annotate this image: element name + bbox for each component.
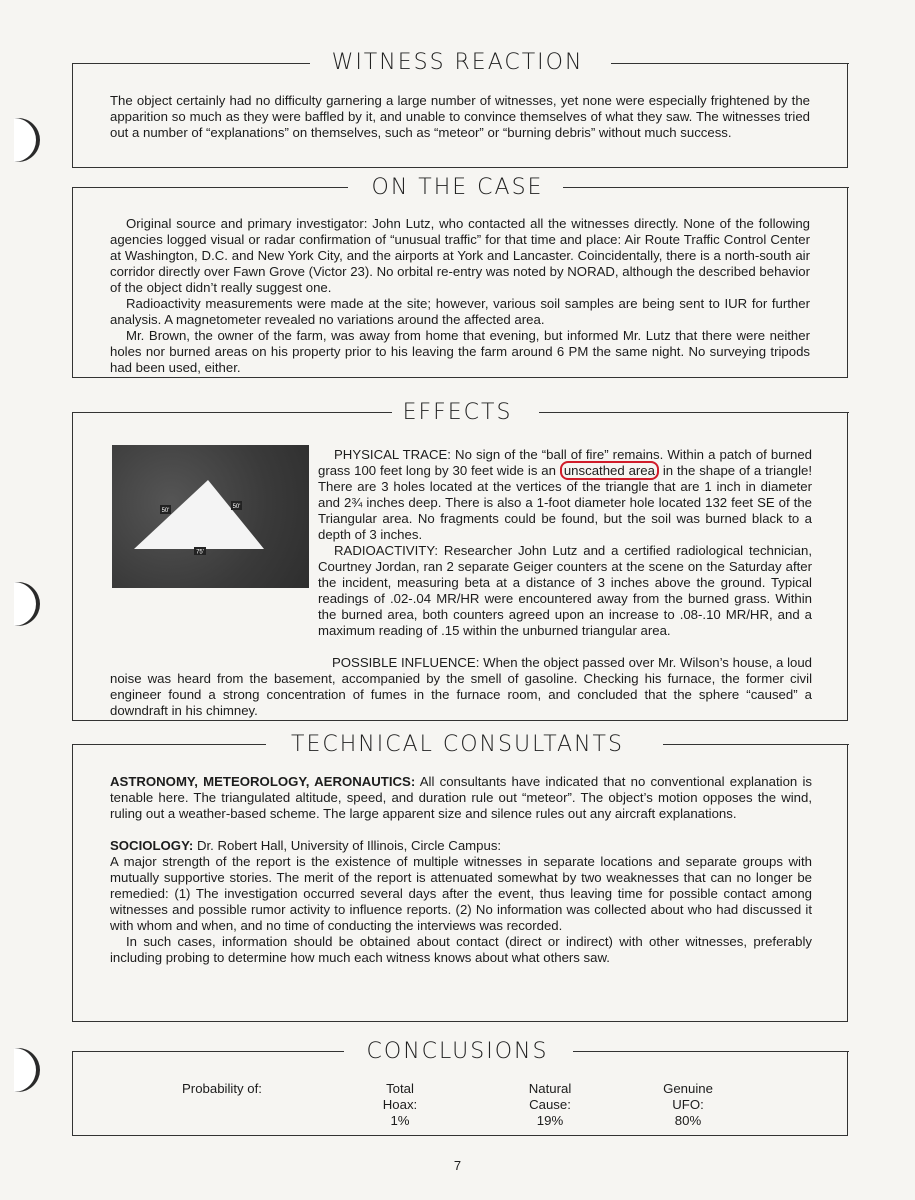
technical-consultants-text bbox=[110, 774, 812, 966]
radioactivity-text: RADIOACTIVITY: Researcher John Lutz and a certified radiological technician, Courtney Jordan, ran 2 separate Geiger counters at the scene on the Saturday after the incident, measuring beta at a distance of 3 inches above the ground. Typical readings of .02-.04 MR/HR were encountered away from the burned grass. Within the burned area, both counters agreed upon an increase to .08-.10 MR/HR, and a maximum reading of .15 within the unburned triangular area. bbox=[318, 543, 812, 638]
svg-text:50': 50' bbox=[161, 508, 170, 514]
probability-label: Probability of: bbox=[182, 1081, 262, 1096]
triangle-label-base bbox=[194, 547, 206, 556]
physical-trace-before: PHYSICAL TRACE: No sign of the “ball of fire” remains. Within a patch of burned grass 100 feet long by 30 feet wide is an bbox=[318, 447, 812, 478]
technical-consultants-heading: TECHNICAL CONSULTANTS bbox=[0, 732, 915, 758]
unscathed-triangle bbox=[134, 480, 264, 549]
witness-reaction-text: The object certainly had no difficulty garnering a large number of witnesses, yet none were especially frightened by the apparition so much as they were baffled by it, and unable to convince themselves of what they saw. The witnesses tried out a number of “explanations” on themselves, such as “meteor” or “burning debris” without much success. bbox=[110, 93, 810, 140]
sociology-paragraph-2: In such cases, information should be obtained about contact (direct or indirect) with other witnesses, preferably including probing to determine how much each witness knows about what others saw. bbox=[110, 934, 812, 965]
genuine-ufo-probability: Genuine UFO: 80% bbox=[663, 1081, 713, 1128]
sociology-intro: Dr. Robert Hall, University of Illinois, Circle Campus: bbox=[193, 838, 502, 853]
physical-trace-highlight: unscathed area bbox=[560, 461, 659, 480]
binder-hole-top bbox=[14, 118, 40, 162]
physical-trace-text bbox=[318, 447, 812, 639]
effects-heading: EFFECTS bbox=[0, 400, 915, 426]
conclusions-heading: CONCLUSIONS bbox=[0, 1039, 915, 1065]
on-the-case-text: Original source and primary investigator: John Lutz, who contacted all the witnesses directly. None of the following agencies logged visual or radar confirmation of “unusual traffic” for that time and place: Air Route Traffic Control Center at Washington, D.C. and New York City, and the airports at York and Lancaster. Coincidentally, there is a north-south air corridor directly over Fawn Grove (Victor 23). No orbital re-entry was noted by NORAD, although the described behavior of the object didn’t really suggest one. Radioactivity measurements were made at the site; however, various soil samples are being sent to IUR for further analysis. A magnetometer revealed no variations around the affected area. Mr. Brown, the owner of the farm, was away from home that evening, but informed Mr. Lutz that there were neither holes nor burned areas on his property prior to his leaving the farm around 6 PM the same night. No surveying tripods had been used, either. bbox=[110, 216, 810, 375]
on-the-case-heading: ON THE CASE bbox=[0, 175, 915, 201]
svg-text:50': 50' bbox=[232, 504, 241, 510]
hoax-probability: Total Hoax: 1% bbox=[382, 1081, 418, 1128]
possible-influence-text: POSSIBLE INFLUENCE: When the object passed over Mr. Wilson’s house, a loud noise was heard from the basement, accompanied by the smell of gasoline. Checking his furnace, the former civil engineer found a strong concentration of fumes in the furnace room, and concluded that the sphere “caused” a downdraft in his chimney. bbox=[110, 655, 812, 718]
triangle-diagram bbox=[112, 445, 309, 588]
page-number: 7 bbox=[453, 1158, 462, 1173]
natural-cause-probability: Natural Cause: 19% bbox=[528, 1081, 572, 1128]
sociology-paragraph-1: A major strength of the report is the existence of multiple witnesses in separate locations and separate groups with mutually supportive stories. The merit of the report is attenuated somewhat by two weaknesses that can no longer be remedied: (1) The investigation occurred several days after the event, thus leaving time for possible contact among witnesses and possible rumor activity to influence reports. (2) No information was collected about who had discussed it with whom and when, and no time of conducting the interviews was recorded. bbox=[110, 854, 812, 933]
astronomy-label: ASTRONOMY, METEOROLOGY, AERONAUTICS: bbox=[110, 774, 416, 789]
physical-trace-after: in the shape of a triangle! There are 3 holes located at the vertices of the triangle that are 1 inch in diameter and 2¾ inches deep. There is also a 1-foot diameter hole located 132 feet SE of the Triangular area. No fragments could be found, but the soil was burned black to a depth of 3 inches. bbox=[318, 463, 813, 542]
triangle-photo bbox=[112, 445, 309, 588]
witness-reaction-heading: WITNESS REACTION bbox=[0, 50, 915, 76]
binder-hole-middle bbox=[14, 582, 40, 626]
triangle-label-left bbox=[160, 505, 171, 514]
svg-text:75': 75' bbox=[196, 549, 204, 556]
sociology-label: SOCIOLOGY: bbox=[110, 838, 194, 853]
triangle-label-right bbox=[231, 501, 242, 510]
astronomy-text: All consultants have indicated that no conventional explanation is tenable here. The triangulated altitude, speed, and duration rule out “meteor”. The object’s motion opposes the wind, ruling out a weather-based scheme. The large apparent size and silence rules out any aircraft explanations. bbox=[110, 774, 812, 821]
